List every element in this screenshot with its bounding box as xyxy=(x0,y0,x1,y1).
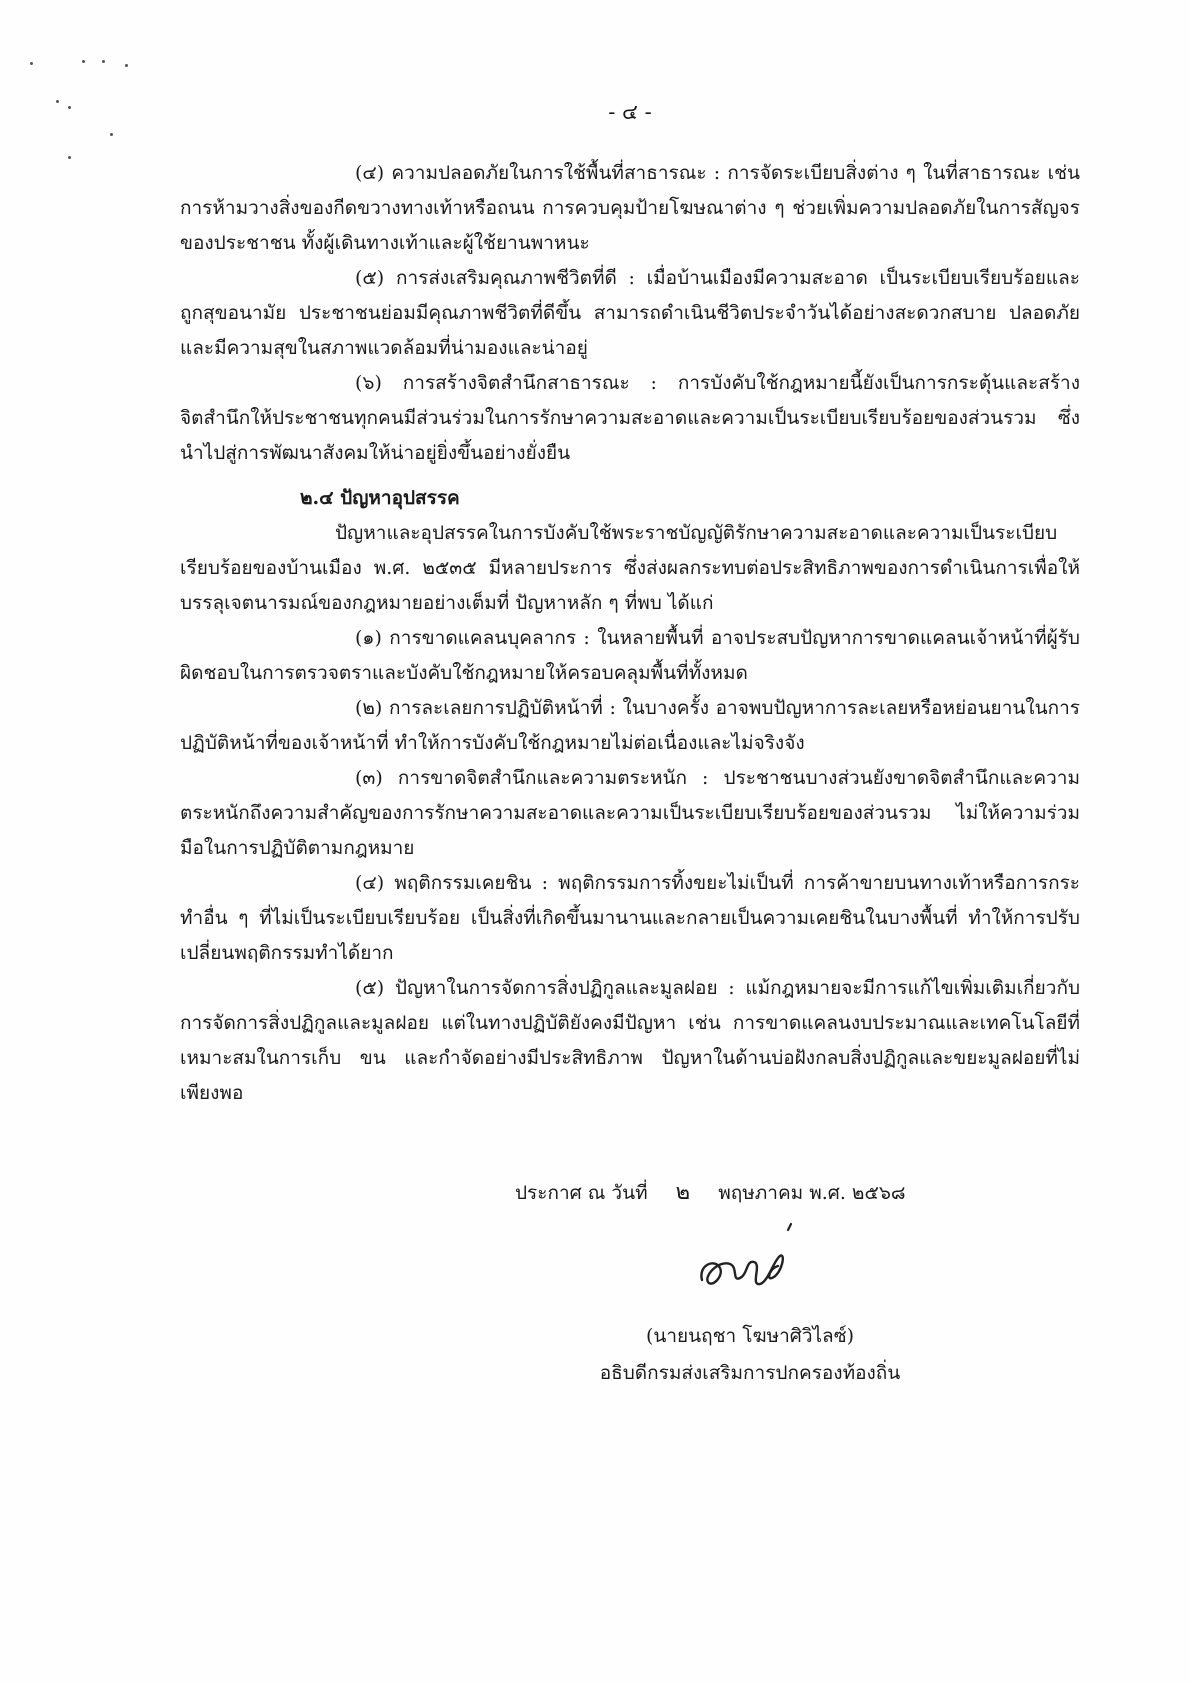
item-text: พฤติกรรมเคยชิน : พฤติกรรมการทิ้งขยะไม่เป็นที่ การค้าขายบนทางเท้าหรือการกระทำอื่น ๆ ที่ไม่เป็นระเบียบเรียบร้อย เป็นสิ่งที่เกิดขึ้นมานานและกลายเป็นความเคยชินในบางพื้นที่ ทำให้การปรับเปลี่ยนพฤติกรรมทำได้ยาก xyxy=(180,872,1080,964)
item-text: การขาดแคลนบุคลากร : ในหลายพื้นที่ อาจประสบปัญหาการขาดแคลนเจ้าหน้าที่ผู้รับผิดชอบในการตรวจตราและบังคับใช้กฎหมายให้ครอบคลุมพื้นที่ทั้งหมด xyxy=(180,627,1080,684)
paragraph-public-awareness xyxy=(180,366,1080,471)
paragraph-label: (๕) xyxy=(355,267,385,289)
problem-item-staff-shortage xyxy=(180,621,1080,691)
paragraph-text: การสร้างจิตสำนึกสาธารณะ : การบังคับใช้กฎหมายนี้ยังเป็นการกระตุ้นและสร้างจิตสำนึกให้ประชาชนทุกคนมีส่วนร่วมในการรักษาความสะอาดและความเป็นระเบียบเรียบร้อยของส่วนรวม ซึ่งนำไปสู่การพัฒนาสังคมให้น่าอยู่ยิ่งขึ้นอย่างยั่งยืน xyxy=(180,372,1080,464)
item-label: (๕) xyxy=(355,977,385,999)
section-intro-text: ปัญหาและอุปสรรคในการบังคับใช้พระราชบัญญัติรักษาความสะอาดและความเป็นระเบียบเรียบร้อยของบ้านเมือง พ.ศ. ๒๕๓๕ มีหลายประการ ซึ่งส่งผลกระทบต่อประสิทธิภาพของการดำเนินการเพื่อให้บรรลุเจตนารมณ์ของกฎหมายอย่างเต็มที่ ปัญหาหลัก ๆ ที่พบ ได้แก่ xyxy=(180,522,1080,614)
paragraph-public-safety xyxy=(180,156,1080,261)
signer-title: อธิบดีกรมส่งเสริมการปกครองท้องถิ่น xyxy=(599,1362,901,1384)
signer-name: (นายนฤชา โฆษาศิวิไลซ์) xyxy=(645,1325,855,1347)
paragraph-text: ความปลอดภัยในการใช้พื้นที่สาธารณะ : การจัดระเบียบสิ่งต่าง ๆ ในที่สาธารณะ เช่น การห้ามวางสิ่งของกีดขวางทางเท้าหรือถนน การควบคุมป้ายโฆษณาต่าง ๆ ช่วยเพิ่มความปลอดภัยในการสัญจรของประชาชน ทั้งผู้เดินทางเท้าและผู้ใช้ยานพาหนะ xyxy=(180,162,1081,254)
item-text: การละเลยการปฏิบัติหน้าที่ : ในบางครั้ง อาจพบปัญหาการละเลยหรือหย่อนยานในการปฏิบัติหน้าที่ของเจ้าหน้าที่ ทำให้การบังคับใช้กฎหมายไม่ต่อเนื่องและไม่จริงจัง xyxy=(180,697,1080,754)
item-label: (๑) xyxy=(355,627,382,649)
page-number: - ๔ - xyxy=(608,100,652,124)
paragraph-label: (๔) xyxy=(355,162,385,184)
document-body xyxy=(180,156,1080,1111)
paragraph-text: การส่งเสริมคุณภาพชีวิตที่ดี : เมื่อบ้านเมืองมีความสะอาด เป็นระเบียบเรียบร้อยและถูกสุขอนามัย ประชาชนย่อมมีคุณภาพชีวิตที่ดีขึ้น สามารถดำเนินชีวิตประจำวันได้อย่างสะดวกสบาย ปลอดภัย และมีความสุขในสภาพแวดล้อมที่น่ามองและน่าอยู่ xyxy=(180,267,1080,359)
problem-item-waste-management xyxy=(180,971,1080,1111)
announcement-date xyxy=(515,1174,906,1209)
item-label: (๒) xyxy=(355,697,383,719)
section-intro xyxy=(180,516,1080,621)
signer-block xyxy=(560,1318,940,1392)
section-heading: ๒.๔ ปัญหาอุปสรรค xyxy=(300,487,460,509)
item-label: (๓) xyxy=(355,767,383,789)
problem-item-lack-of-awareness xyxy=(180,761,1080,866)
item-text: การขาดจิตสำนึกและความตระหนัก : ประชาชนบางส่วนยังขาดจิตสำนึกและความตระหนักถึงความสำคัญของการรักษาความสะอาดและความเป็นระเบียบเรียบร้อยของส่วนรวม ไม่ให้ความร่วมมือในการปฏิบัติตามกฎหมาย xyxy=(180,767,1081,859)
item-label: (๔) xyxy=(355,872,385,894)
announcement-prefix: ประกาศ ณ วันที่ xyxy=(515,1182,648,1204)
announcement-day: ๒ xyxy=(675,1180,691,1205)
announcement-month-year: พฤษภาคม พ.ศ. ๒๕๖๘ xyxy=(718,1182,906,1204)
problem-item-habitual-behavior xyxy=(180,866,1080,971)
paragraph-quality-of-life xyxy=(180,261,1080,366)
item-text: ปัญหาในการจัดการสิ่งปฏิกูลและมูลฝอย : แม้กฎหมายจะมีการแก้ไขเพิ่มเติมเกี่ยวกับการจัดการสิ่งปฏิกูลและมูลฝอย แต่ในทางปฏิบัติยังคงมีปัญหา เช่น การขาดแคลนงบประมาณและเทคโนโลยีที่เหมาะสมในการเก็บ ขน และกำจัดอย่างมีประสิทธิภาพ ปัญหาในด้านบ่อฝังกลบสิ่งปฏิกูลและขยะมูลฝอยที่ไม่เพียงพอ xyxy=(180,977,1081,1104)
problem-item-neglect-of-duty xyxy=(180,691,1080,761)
handwritten-signature xyxy=(690,1220,810,1300)
paragraph-label: (๖) xyxy=(355,372,382,394)
